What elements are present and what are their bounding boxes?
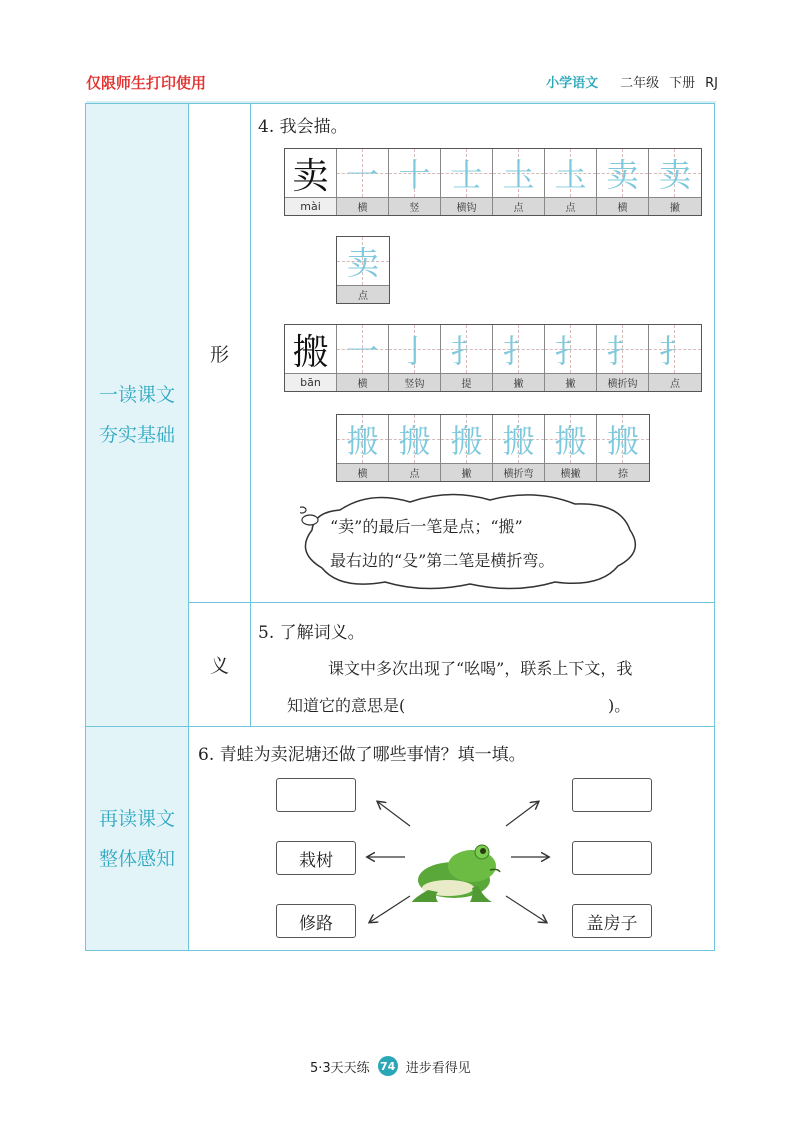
section-title-line1: 一读课文 — [98, 384, 175, 406]
q5-title: 5. 了解词义。 — [258, 623, 365, 643]
section-title-line1: 再读课文 — [98, 807, 175, 830]
stroke-step-cell[interactable]: 搬 横 — [337, 415, 389, 481]
stroke-step-cell[interactable]: 一 横 — [337, 325, 389, 391]
stroke-step-cell[interactable]: 搬 点 — [389, 415, 441, 481]
cloud-line-1: “卖”的最后一笔是点；“搬” — [330, 517, 523, 536]
stroke-step-cell[interactable]: 一 横 — [337, 149, 389, 215]
footer-brand: 5·3天天练 — [310, 1060, 370, 1076]
stroke-step-cell[interactable]: 扌 横折钩 — [597, 325, 649, 391]
stroke-strip-mai-extra — [336, 236, 390, 304]
stroke-step-cell[interactable]: 扌 提 — [441, 325, 493, 391]
sub-label-meaning: 义 — [188, 602, 251, 727]
frog-image — [408, 828, 504, 904]
footer — [310, 1056, 471, 1076]
q6-title: 6. 青蛙为卖泥塘还做了哪些事情？填一填。 — [198, 745, 526, 765]
term-label: 下册 — [669, 76, 696, 91]
stroke-step-cell[interactable]: 卖 撇 — [649, 149, 701, 215]
q5-answer-blank[interactable] — [438, 693, 606, 715]
answer-box-right-2[interactable] — [572, 841, 652, 875]
arrow-down-left — [370, 896, 410, 922]
stroke-step-cell[interactable]: 亅 竖钩 — [389, 325, 441, 391]
stroke-step-cell[interactable]: 扌 撇 — [493, 325, 545, 391]
subject-label: 小学语文 — [546, 76, 599, 91]
arrow-down-right — [506, 896, 546, 922]
stroke-step-cell[interactable]: 扌 点 — [649, 325, 701, 391]
stroke-strip-ban — [284, 324, 702, 392]
arrow-up-left — [378, 802, 410, 826]
edition-label: RJ — [705, 76, 718, 91]
stroke-strip-ban-extra — [336, 414, 650, 482]
answer-box-left-2: 栽树 — [276, 841, 356, 875]
cloud-text — [330, 510, 630, 578]
sub-label-form: 形 — [188, 103, 251, 603]
footer-slogan: 进步看得见 — [405, 1060, 471, 1076]
stroke-step-cell[interactable]: 士 横钩 — [441, 149, 493, 215]
model-character-cell: 搬 bān — [285, 325, 337, 391]
stroke-step-cell[interactable]: 扌 撇 — [545, 325, 597, 391]
stroke-step-cell[interactable]: 搬 捺 — [597, 415, 649, 481]
page-number: 74 — [378, 1056, 398, 1076]
section-title-line2: 整体感知 — [98, 847, 175, 870]
q5-text-line2-start: 知道它的意思是( — [287, 696, 406, 715]
arrow-up-right — [506, 802, 538, 826]
stroke-step-cell[interactable]: 卖 横 — [597, 149, 649, 215]
stroke-step-cell[interactable]: 搬 横折弯 — [493, 415, 545, 481]
answer-box-right-1[interactable] — [572, 778, 652, 812]
answer-box-left-3: 修路 — [276, 904, 356, 938]
stroke-step-cell[interactable]: 圡 点 — [545, 149, 597, 215]
stroke-step-cell[interactable]: 圡 点 — [493, 149, 545, 215]
stroke-step-cell[interactable]: 卖 点 — [337, 237, 389, 303]
print-notice: 仅限师生打印使用 — [86, 74, 207, 92]
q5-text-line1: 课文中多次出现了“吆喝”，联系上下文，我 — [328, 659, 633, 678]
model-character-cell: 卖 mài — [285, 149, 337, 215]
q5-text-line2-end: )。 — [608, 696, 631, 715]
stroke-step-cell[interactable]: 十 竖 — [389, 149, 441, 215]
q4-title: 4. 我会描。 — [258, 117, 348, 137]
stroke-strip-mai — [284, 148, 702, 216]
section-first-reading — [85, 103, 189, 727]
grade-label: 二年级 — [620, 76, 660, 91]
cloud-line-2: 最右边的“殳”第二笔是横折弯。 — [330, 551, 555, 570]
section-title-line2: 夯实基础 — [98, 424, 175, 446]
stroke-step-cell[interactable]: 搬 横撇 — [545, 415, 597, 481]
section-second-reading — [85, 726, 189, 951]
stroke-step-cell[interactable]: 搬 撇 — [441, 415, 493, 481]
book-info — [536, 72, 718, 91]
answer-box-left-1[interactable] — [276, 778, 356, 812]
answer-box-right-3: 盖房子 — [572, 904, 652, 938]
